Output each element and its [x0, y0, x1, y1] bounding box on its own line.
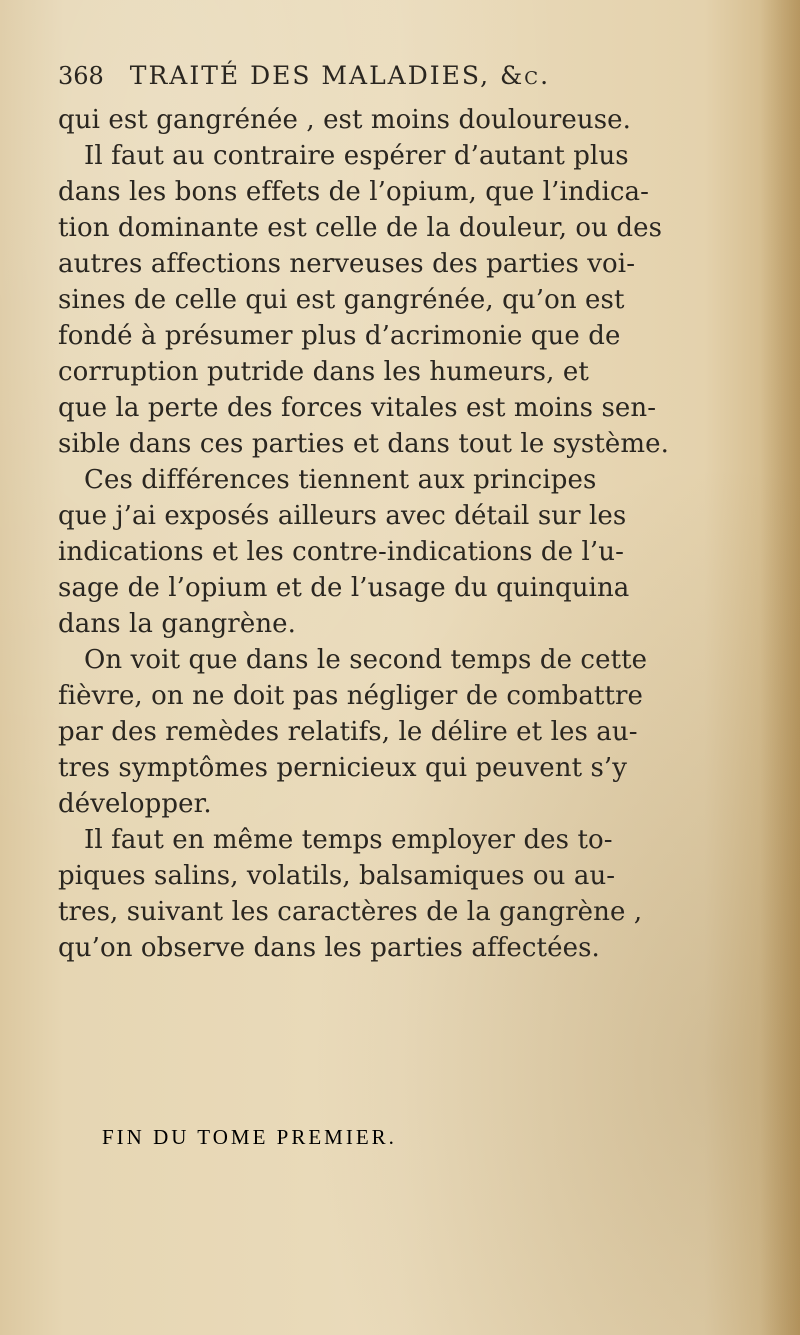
text-line: tion dominante est celle de la douleur, ou des [58, 213, 663, 243]
text-line: qu’on observe dans les parties affectées. [58, 933, 600, 963]
page-number: 368 [58, 62, 104, 90]
text-line: que la perte des forces vitales est moins sen- [58, 393, 657, 423]
text-line: tres, suivant les caractères de la gangrène , [58, 897, 643, 927]
text-line: indications et les contre-indications de l’u- [58, 537, 625, 567]
text-line: Il faut en même temps employer des to- [84, 825, 613, 855]
page-edge-shadow [760, 0, 800, 1335]
text-line: tres symptômes pernicieux qui peuvent s’y [58, 753, 628, 783]
text-line: piques salins, volatils, balsamiques ou au- [58, 861, 616, 891]
text-line: Ces différences tiennent aux principes [84, 465, 597, 495]
text-line: dans les bons effets de l’opium, que l’indica- [58, 177, 650, 207]
text-line: par des remèdes relatifs, le délire et les au- [58, 717, 638, 747]
text-line: sible dans ces parties et dans tout le système. [58, 429, 669, 459]
text-line: développer. [58, 789, 212, 819]
text-line: fondé à présumer plus d’acrimonie que de [58, 321, 621, 351]
text-line: corruption putride dans les humeurs, et [58, 357, 589, 387]
text-line: autres affections nerveuses des parties voi- [58, 249, 636, 279]
text-line: On voit que dans le second temps de cette [84, 645, 648, 675]
text-line: dans la gangrène. [58, 609, 297, 639]
text-line: Il faut au contraire espérer d’autant plus [84, 141, 629, 171]
text-line: que j’ai exposés ailleurs avec détail sur les [58, 501, 627, 531]
end-of-volume-note: FIN DU TOME PREMIER. [102, 1125, 397, 1149]
text-line: sines de celle qui est gangrénée, qu’on est [58, 285, 625, 315]
text-line: sage de l’opium et de l’usage du quinquina [58, 573, 630, 603]
text-line: fièvre, on ne doit pas négliger de combattre [58, 681, 644, 711]
text-line: qui est gangrénée , est moins douloureuse. [58, 105, 632, 135]
book-title-header: TRAITÉ DES MALADIES, &c. [129, 61, 551, 90]
running-head [58, 58, 698, 94]
